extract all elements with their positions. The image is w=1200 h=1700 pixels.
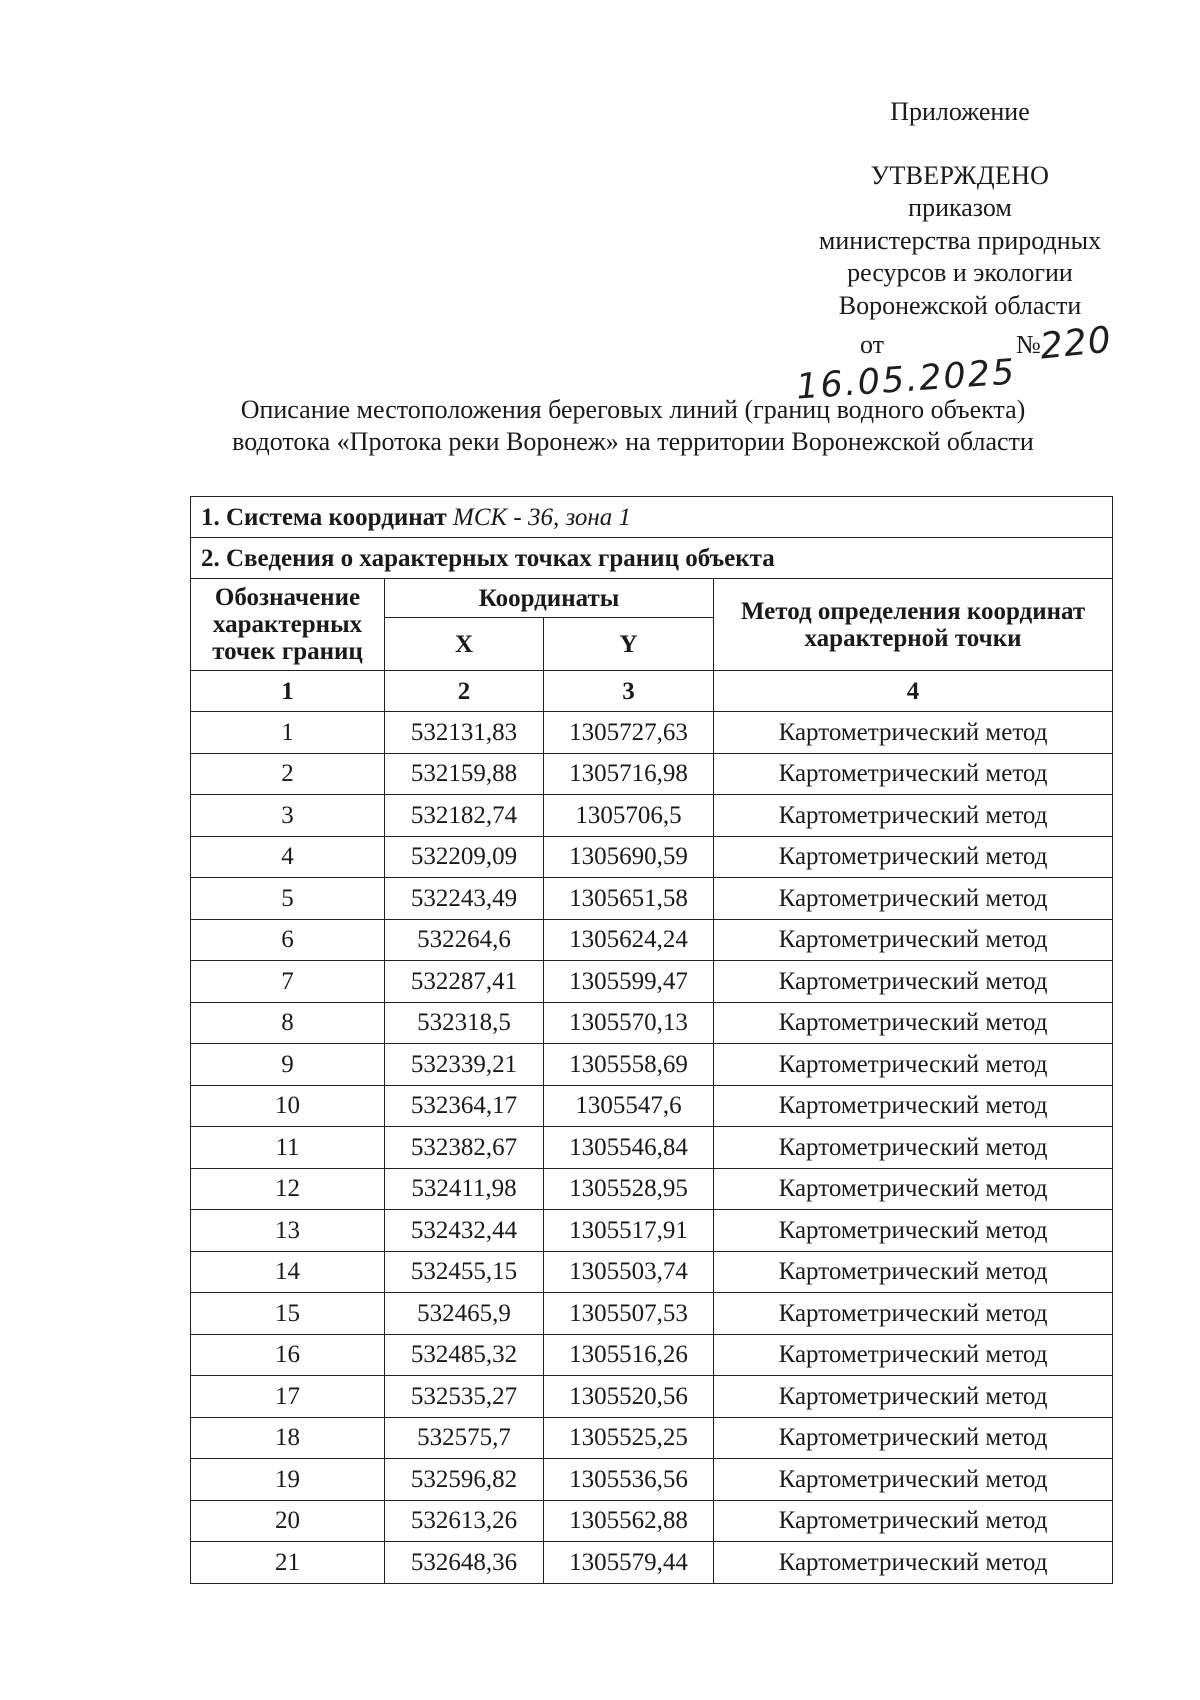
x-coordinate-cell: 532182,74 — [385, 795, 544, 837]
table-row — [191, 1085, 1113, 1127]
point-number-cell: 6 — [191, 919, 385, 961]
coordinates-table — [190, 496, 1113, 1584]
table-row — [191, 919, 1113, 961]
y-coordinate-cell: 1305528,95 — [544, 1168, 714, 1210]
x-coordinate-cell: 532287,41 — [385, 961, 544, 1003]
method-cell: Картометрический метод — [714, 836, 1113, 878]
table-row — [191, 1376, 1113, 1418]
point-number-cell: 17 — [191, 1376, 385, 1418]
section-row-coordinate-system — [191, 497, 1113, 538]
y-coordinate-cell: 1305651,58 — [544, 878, 714, 920]
approval-line: министерства природных — [818, 225, 1102, 255]
point-number-cell: 7 — [191, 961, 385, 1003]
table-row — [191, 1459, 1113, 1501]
x-coordinate-cell: 532432,44 — [385, 1210, 544, 1252]
point-number-cell: 2 — [191, 753, 385, 795]
x-coordinate-cell: 532382,67 — [385, 1127, 544, 1169]
x-coordinate-cell: 532648,36 — [385, 1542, 544, 1584]
y-coordinate-cell: 1305599,47 — [544, 961, 714, 1003]
point-number-cell: 5 — [191, 878, 385, 920]
y-coordinate-cell: 1305727,63 — [544, 712, 714, 754]
y-coordinate-cell: 1305624,24 — [544, 919, 714, 961]
point-number-cell: 1 — [191, 712, 385, 754]
table-row — [191, 795, 1113, 837]
table-row — [191, 712, 1113, 754]
x-coordinate-cell: 532318,5 — [385, 1002, 544, 1044]
point-number-cell: 4 — [191, 836, 385, 878]
table-row — [191, 1002, 1113, 1044]
number-label: № — [1016, 330, 1041, 359]
method-cell: Картометрический метод — [714, 1002, 1113, 1044]
y-coordinate-cell: 1305558,69 — [544, 1044, 714, 1086]
approval-line: ресурсов и экологии — [847, 258, 1073, 288]
method-cell: Картометрический метод — [714, 1334, 1113, 1376]
header-coordinates: Координаты — [385, 579, 714, 618]
method-cell: Картометрический метод — [714, 1500, 1113, 1542]
section-label: 2. Сведения о характерных точках границ объекта — [191, 538, 1113, 579]
method-cell: Картометрический метод — [714, 1044, 1113, 1086]
x-coordinate-cell: 532264,6 — [385, 919, 544, 961]
table-row — [191, 1500, 1113, 1542]
column-number: 4 — [714, 671, 1113, 712]
approval-line: Воронежской области — [838, 290, 1082, 320]
y-coordinate-cell: 1305525,25 — [544, 1417, 714, 1459]
method-cell: Картометрический метод — [714, 961, 1113, 1003]
method-cell: Картометрический метод — [714, 1210, 1113, 1252]
table-row — [191, 961, 1113, 1003]
method-cell: Картометрический метод — [714, 753, 1113, 795]
point-number-cell: 9 — [191, 1044, 385, 1086]
y-coordinate-cell: 1305536,56 — [544, 1459, 714, 1501]
approval-block — [760, 96, 1160, 323]
table-row — [191, 836, 1113, 878]
column-number: 3 — [544, 671, 714, 712]
x-coordinate-cell: 532535,27 — [385, 1376, 544, 1418]
point-number-cell: 16 — [191, 1334, 385, 1376]
title-line: Описание местоположения береговых линий (границ водного объекта) — [240, 395, 1026, 424]
header-y: Y — [544, 618, 714, 671]
table-row — [191, 1168, 1113, 1210]
table-row — [191, 1044, 1113, 1086]
y-coordinate-cell: 1305520,56 — [544, 1376, 714, 1418]
method-cell: Картометрический метод — [714, 919, 1113, 961]
header-point-designation: Обозначение характерных точек границ — [191, 579, 385, 671]
point-number-cell: 15 — [191, 1293, 385, 1335]
y-coordinate-cell: 1305507,53 — [544, 1293, 714, 1335]
method-cell: Картометрический метод — [714, 1417, 1113, 1459]
table-row — [191, 753, 1113, 795]
y-coordinate-cell: 1305517,91 — [544, 1210, 714, 1252]
handwritten-order-date: 16.05.2025 — [794, 352, 1018, 408]
method-cell: Картометрический метод — [714, 1459, 1113, 1501]
x-coordinate-cell: 532613,26 — [385, 1500, 544, 1542]
x-coordinate-cell: 532159,88 — [385, 753, 544, 795]
method-cell: Картометрический метод — [714, 1293, 1113, 1335]
order-date-number-line — [860, 330, 1041, 360]
y-coordinate-cell: 1305570,13 — [544, 1002, 714, 1044]
x-coordinate-cell: 532209,09 — [385, 836, 544, 878]
table-row — [191, 878, 1113, 920]
point-number-cell: 13 — [191, 1210, 385, 1252]
table-row — [191, 1210, 1113, 1252]
y-coordinate-cell: 1305716,98 — [544, 753, 714, 795]
x-coordinate-cell: 532575,7 — [385, 1417, 544, 1459]
section-label: 1. Система координат — [201, 503, 447, 531]
point-number-cell: 21 — [191, 1542, 385, 1584]
approval-line: приказом — [908, 193, 1012, 223]
appendix-label: Приложение — [890, 97, 1030, 126]
table-row — [191, 1127, 1113, 1169]
x-coordinate-cell: 532243,49 — [385, 878, 544, 920]
document-title — [0, 394, 1200, 458]
column-number: 1 — [191, 671, 385, 712]
table-row — [191, 1542, 1113, 1584]
method-cell: Картометрический метод — [714, 878, 1113, 920]
method-cell: Картометрический метод — [714, 795, 1113, 837]
header-x: X — [385, 618, 544, 671]
y-coordinate-cell: 1305562,88 — [544, 1500, 714, 1542]
coordinate-system-cell — [191, 497, 1113, 538]
y-coordinate-cell: 1305516,26 — [544, 1334, 714, 1376]
x-coordinate-cell: 532364,17 — [385, 1085, 544, 1127]
handwritten-order-number: 220 — [1038, 319, 1114, 368]
y-coordinate-cell: 1305706,5 — [544, 795, 714, 837]
x-coordinate-cell: 532596,82 — [385, 1459, 544, 1501]
column-number-row — [191, 671, 1113, 712]
x-coordinate-cell: 532465,9 — [385, 1293, 544, 1335]
from-label: от — [860, 330, 885, 359]
section-row-points-info — [191, 538, 1113, 579]
y-coordinate-cell: 1305579,44 — [544, 1542, 714, 1584]
method-cell: Картометрический метод — [714, 712, 1113, 754]
x-coordinate-cell: 532411,98 — [385, 1168, 544, 1210]
point-number-cell: 18 — [191, 1417, 385, 1459]
point-number-cell: 11 — [191, 1127, 385, 1169]
point-number-cell: 20 — [191, 1500, 385, 1542]
header-method: Метод определения координат характерной точки — [714, 579, 1113, 671]
approved-label: УТВЕРЖДЕНО — [870, 160, 1050, 190]
x-coordinate-cell: 532485,32 — [385, 1334, 544, 1376]
point-number-cell: 14 — [191, 1251, 385, 1293]
point-number-cell: 8 — [191, 1002, 385, 1044]
point-number-cell: 12 — [191, 1168, 385, 1210]
point-number-cell: 3 — [191, 795, 385, 837]
point-number-cell: 19 — [191, 1459, 385, 1501]
column-number: 2 — [385, 671, 544, 712]
x-coordinate-cell: 532131,83 — [385, 712, 544, 754]
method-cell: Картометрический метод — [714, 1127, 1113, 1169]
y-coordinate-cell: 1305547,6 — [544, 1085, 714, 1127]
method-cell: Картометрический метод — [714, 1251, 1113, 1293]
method-cell: Картометрический метод — [714, 1376, 1113, 1418]
method-cell: Картометрический метод — [714, 1542, 1113, 1584]
table-row — [191, 1293, 1113, 1335]
x-coordinate-cell: 532339,21 — [385, 1044, 544, 1086]
table-row — [191, 1334, 1113, 1376]
title-line: водотока «Протока реки Воронеж» на территории Воронежской области — [232, 427, 1034, 456]
table-row — [191, 1417, 1113, 1459]
table-header-row — [191, 579, 1113, 618]
y-coordinate-cell: 1305546,84 — [544, 1127, 714, 1169]
method-cell: Картометрический метод — [714, 1168, 1113, 1210]
x-coordinate-cell: 532455,15 — [385, 1251, 544, 1293]
y-coordinate-cell: 1305690,59 — [544, 836, 714, 878]
coordinate-system-value: МСК - 36, зона 1 — [453, 503, 632, 531]
y-coordinate-cell: 1305503,74 — [544, 1251, 714, 1293]
method-cell: Картометрический метод — [714, 1085, 1113, 1127]
point-number-cell: 10 — [191, 1085, 385, 1127]
table-row — [191, 1251, 1113, 1293]
